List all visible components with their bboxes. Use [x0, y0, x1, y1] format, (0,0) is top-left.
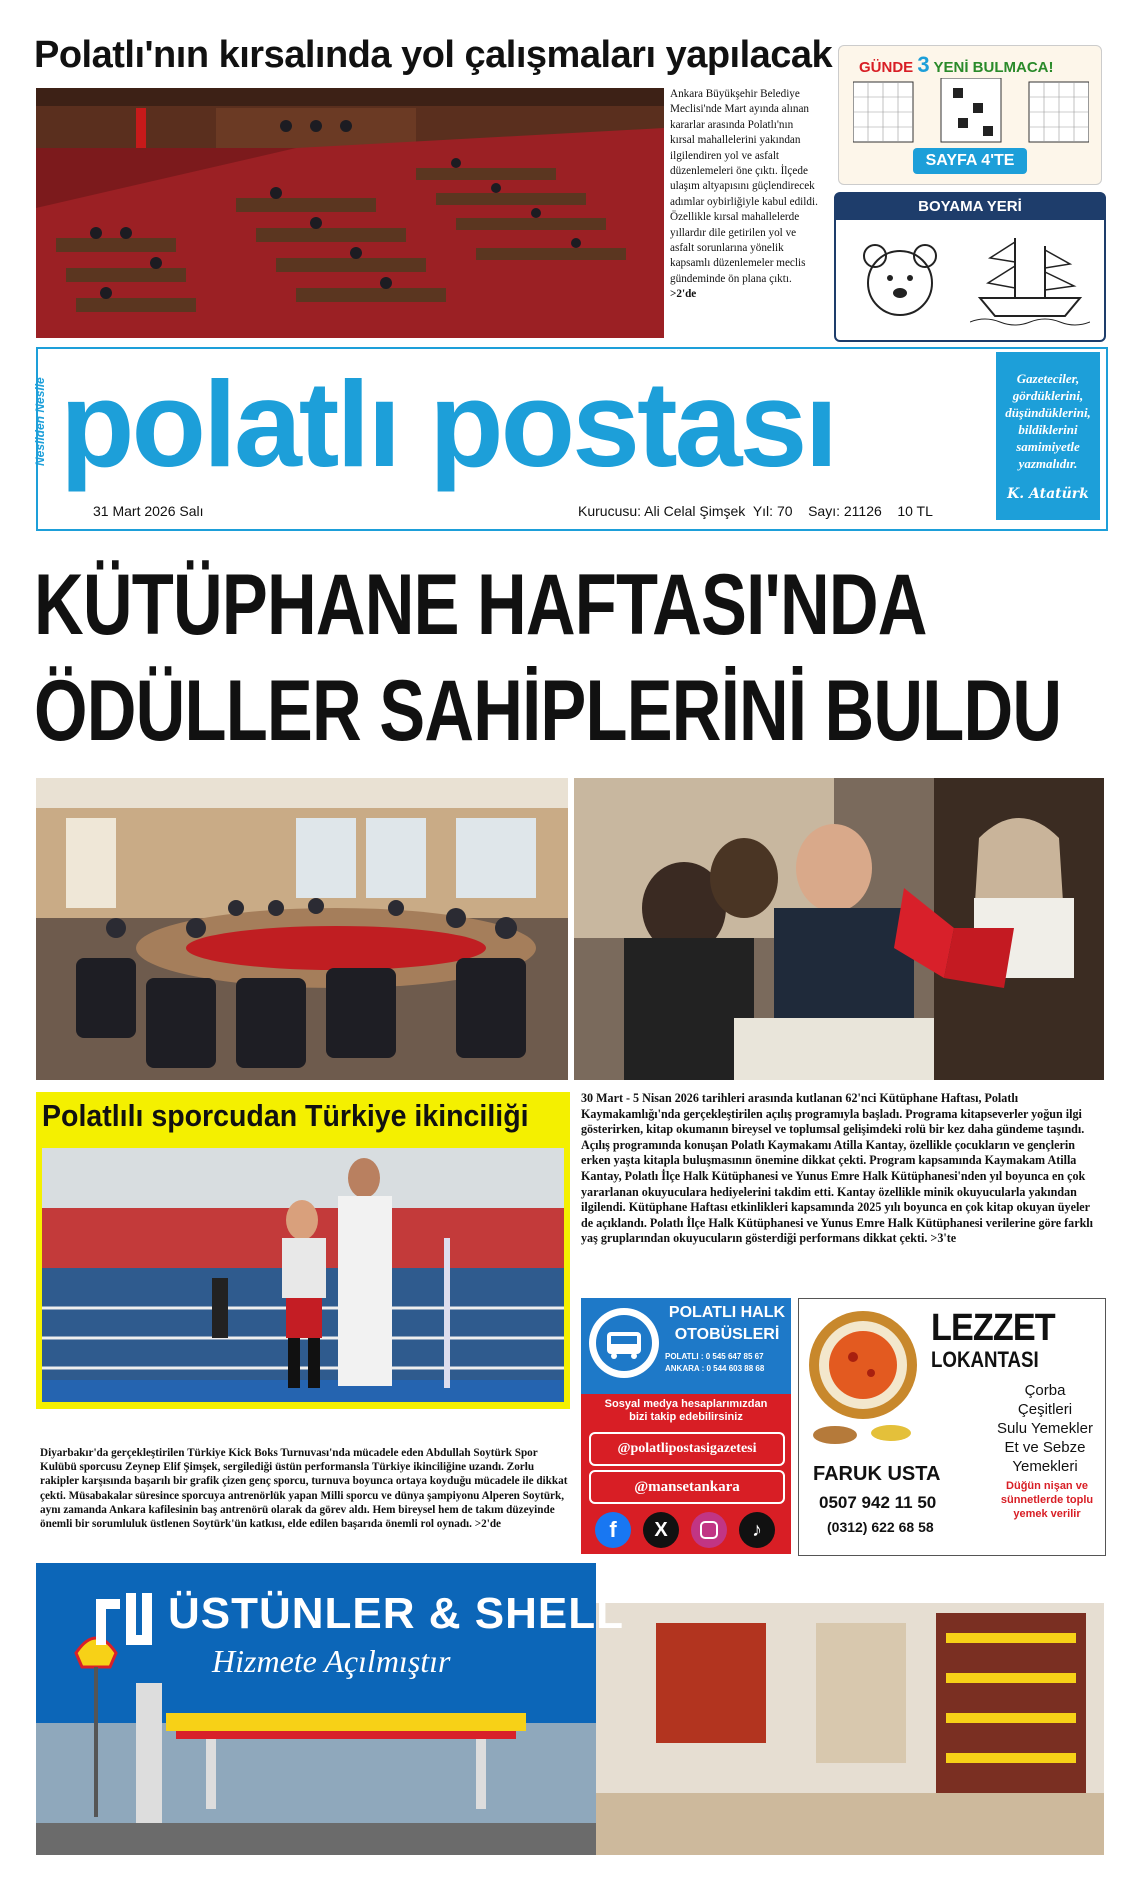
- bus-ad-title1: POLATLI HALK: [668, 1304, 786, 1321]
- social-icons: [591, 1510, 781, 1550]
- menu-item: Çorba: [1024, 1382, 1066, 1399]
- menu-item: Sulu Yemekler: [997, 1420, 1093, 1437]
- ataturk-quote-box: [996, 352, 1100, 520]
- sport-story-title: Polatlılı sporcudan Türkiye ikinciliği: [42, 1098, 529, 1133]
- kickboxing-photo: [42, 1148, 564, 1402]
- soup-bowl-icon: [805, 1305, 923, 1455]
- ustunler-logo-icon: [92, 1589, 156, 1653]
- main-story-ref: >3'te: [930, 1231, 957, 1246]
- top-story-title: Polatlı'nın kırsalında yol çalışmaları yapılacak: [34, 34, 833, 76]
- main-headline-line2: ÖDÜLLER SAHİPLERİNİ BULDU: [34, 663, 1062, 759]
- ceremony-room-photo: [36, 778, 568, 1080]
- bear-drawing-icon: [850, 228, 950, 328]
- bus-ad-phone1[interactable]: POLATLI : 0 545 647 85 67: [665, 1352, 764, 1361]
- puzzle-ad[interactable]: [838, 45, 1102, 185]
- ataturk-quote: Gazeteciler, gördüklerini, düşündüklerini, bildiklerini samimiyetle yazmalıdır.: [1005, 371, 1091, 471]
- puzzle-ad-line2: YENİ BULMACA!: [933, 59, 1054, 76]
- instagram-handle-2[interactable]: @mansetankara: [589, 1470, 785, 1504]
- lezzet-name2: LOKANTASI: [931, 1347, 1039, 1372]
- masthead-vertical-text: Nesilden Nesile: [33, 377, 47, 466]
- ceremony-room-illustration: [36, 778, 568, 1080]
- founder: Kurucusu: Ali Celal Şimşek: [578, 503, 746, 519]
- tiktok-icon[interactable]: ♪: [739, 1512, 775, 1548]
- bus-logo-icon: [587, 1306, 661, 1380]
- puzzle-grid-icon: [853, 78, 1089, 146]
- price: 10 TL: [897, 503, 933, 519]
- ataturk-signature: K. Atatürk: [1007, 486, 1089, 502]
- bus-ad[interactable]: [581, 1298, 791, 1554]
- lezzet-owner: FARUK USTA: [813, 1463, 941, 1485]
- lezzet-restaurant-ad[interactable]: [798, 1298, 1106, 1556]
- bus-ad-title2: OTOBÜSLERİ: [674, 1326, 780, 1343]
- ship-drawing-icon: [970, 228, 1090, 328]
- coloring-title: BOYAMA YERİ: [836, 194, 1104, 220]
- puzzle-ad-number: 3: [917, 52, 930, 77]
- puzzle-ad-line1: GÜNDE: [859, 59, 914, 76]
- lezzet-menu: [987, 1381, 1103, 1476]
- shell-station-ad[interactable]: [36, 1563, 1104, 1855]
- menu-item: Çeşitleri: [1017, 1401, 1073, 1418]
- main-story-text: 30 Mart - 5 Nisan 2026 tarihleri arasında kutlanan 62'nci Kütüphane Haftası, Polatlı Kaymakamlığı'nda gerçekleştirilen açılış programıyla başladı. Programa kitapseverler yoğun ilgi gösterirken, kitap okumanın bireysel ve toplumsal gelişimdeki rolü bir kez daha gündeme taşındı. Açılış programında konuşan Polatlı Kaymakamı Atilla Kantay, özellikle çocukların ve gençlerin erken yaşta kitapla buluşmasının önemine dikkat çekti. Program kapsamında Kaymakam Atilla Kantay, Polatlı İlçe Halk Kütüphanesi ve Yunus Emre Halk Kütüphanesi'nden yıl boyunca en çok yararlanan okuyuculara hediyelerini takdim etti. Kantay özellikle minik okuyucularla yakından ilgilendi. Kütüphane Haftası etkinlikleri kapsamında 2025 yılı boyunca en çok kitap okuyan üyeler de açıklandı. Polatlı İlçe Halk Kütüphanesi ve Yunus Emre Halk Kütüphanesi verilerine göre farklı yaş gruplarından okuyucuların gösterdiği performans dikkat çekti. >3'te: [581, 1091, 1094, 1246]
- bus-ad-phone2[interactable]: ANKARA : 0 544 603 88 68: [665, 1364, 765, 1373]
- puzzle-ad-page: SAYFA 4'TE: [913, 148, 1027, 174]
- coloring-box: [834, 192, 1106, 342]
- menu-item: Et ve Sebze: [1004, 1439, 1086, 1456]
- sport-story-ref: >2'de: [474, 1518, 502, 1531]
- masthead-logo[interactable]: polatlı postası: [60, 356, 836, 492]
- governor-children-photo: [574, 778, 1104, 1080]
- lezzet-phone1[interactable]: 0507 942 11 50: [819, 1493, 937, 1512]
- issue-date: 31 Mart 2026 Salı: [93, 503, 204, 519]
- issue-info: [578, 503, 933, 519]
- issue-number: Sayı: 21126: [808, 503, 882, 519]
- main-headline-line1: KÜTÜPHANE HAFTASI'NDA: [34, 557, 927, 653]
- shell-ad-title: ÜSTÜNLER & SHELL: [168, 1589, 624, 1638]
- top-story-text: Ankara Büyükşehir Belediye Meclisi'nde Mart ayında alınan kararlar arasında Polatlı'nın kırsal mahallelerini yakından ilgilendiren yol ve asfalt düzenlemeleri öne çıktı. İlçede ulaşım altyapısını güçlendirecek adımlar oybirliğiyle kabul edildi. Özellikle kırsal mahallelerde yıllardır dile getirilen yol ve asfalt sorunlarına yönelik kapsamlı düzenlemeler meclis gündeminde ön plana çıktı. >2'de: [670, 88, 818, 301]
- council-meeting-illustration: [36, 88, 664, 338]
- council-meeting-photo: [36, 88, 664, 338]
- sport-story-text: Diyarbakır'da gerçekleştirilen Türkiye Kick Boks Turnuvası'nda mücadele eden Abdullah Soytürk Spor Kulübü sporcusu Zeynep Elif Şimşek, sergilediği üstün performansla Türkiye ikinciliğine uzandı. Zorlu rakipler karşısında başarılı bir grafik çizen genç sporcu, turnuva boyunca ortaya koyduğu mücadele ile dikkat çekti. Müsabakalar süresince sporcuya antrenörlük yapan Milli sporcu ve dünya şampiyonu Alperen Soytürk, aynı zamanda Ankara kafilesinin baş antrenörü olarak da görev aldı. Hem bireysel hem de takım düzeyinde önemli bir sorumluluk üstlenen Soytürk'ün katkısı, elde edilen başarıda önemli rol oynadı. >2'de: [40, 1447, 568, 1531]
- kickboxing-illustration: [42, 1148, 564, 1402]
- year: Yıl: 70: [752, 503, 793, 519]
- lezzet-phone2[interactable]: (0312) 622 68 58: [827, 1519, 934, 1535]
- x-icon[interactable]: X: [643, 1512, 679, 1548]
- menu-item: Yemekleri: [1012, 1458, 1078, 1475]
- instagram-handle-1[interactable]: @polatlipostasigazetesi: [589, 1432, 785, 1466]
- lezzet-name1: LEZZET: [931, 1307, 1055, 1349]
- governor-children-illustration: [574, 778, 1104, 1080]
- top-story-ref: >2'de: [670, 288, 697, 301]
- social-note: Sosyal medya hesaplarımızdan bizi takip edebilirsiniz: [604, 1398, 768, 1423]
- lezzet-note: Düğün nişan ve sünnetlerde toplu yemek verilir: [1000, 1480, 1094, 1520]
- instagram-icon[interactable]: [691, 1512, 727, 1548]
- facebook-icon[interactable]: f: [595, 1512, 631, 1548]
- shell-ad-subtitle: Hizmete Açılmıştır: [212, 1643, 451, 1679]
